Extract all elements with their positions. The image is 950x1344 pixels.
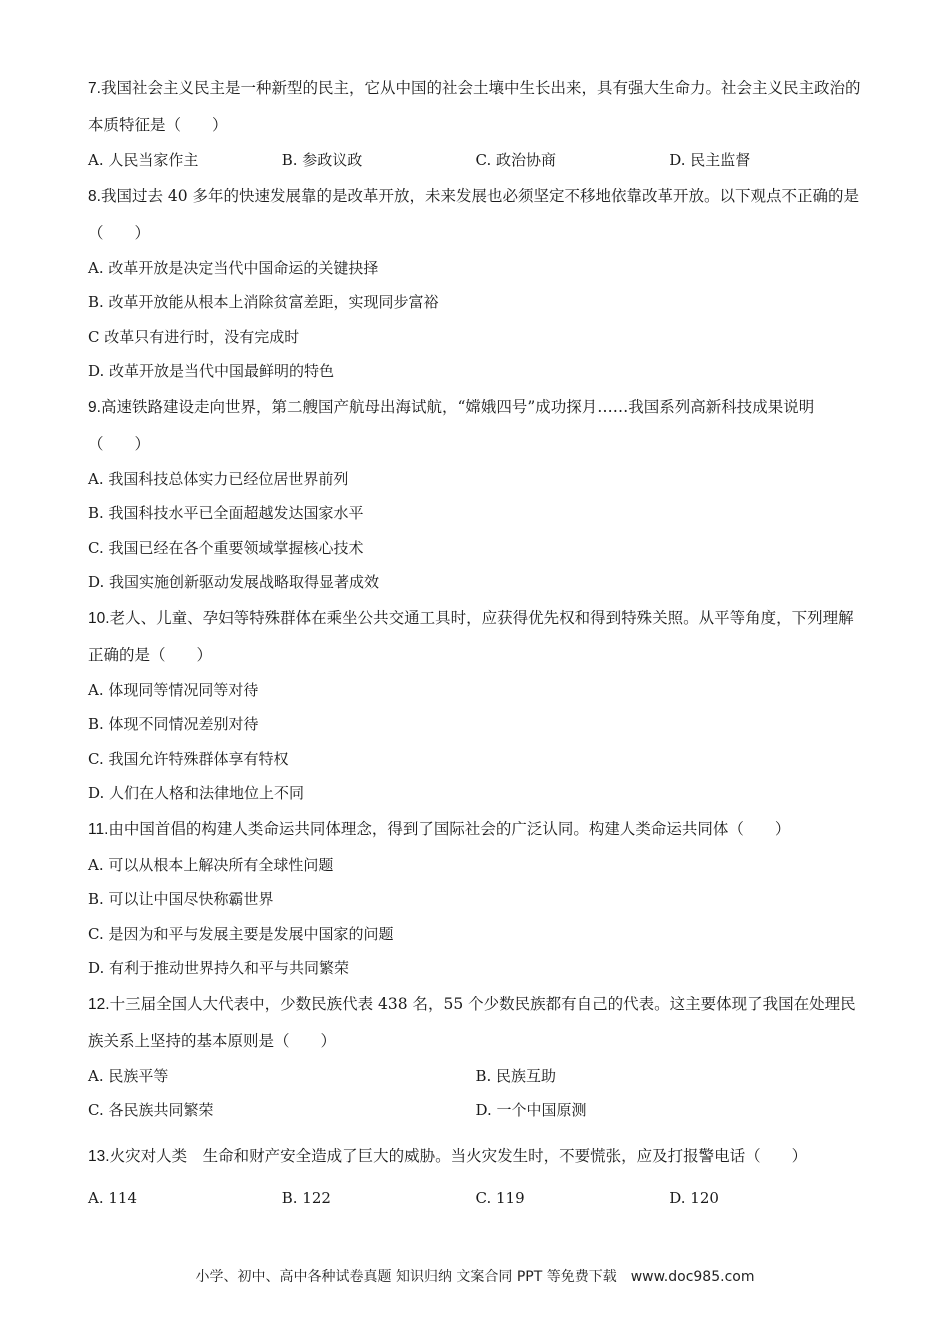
option-a: A. 人民当家作主 [88,151,199,169]
option-c: C. 是因为和平与发展主要是发展中国家的问题 [88,924,394,943]
option-d: D. 120 [669,1188,719,1207]
option-c: C. 政治协商 [475,151,556,169]
option-c: C. 我国允许特殊群体享有特权 [88,749,289,768]
option-b: B. 民族互助 [475,1066,557,1085]
option-a: A. 我国科技总体实力已经位居世界前列 [88,469,349,488]
option-a: A. 可以从根本上解决所有全球性问题 [88,855,334,874]
option-b: B. 体现不同情况差别对待 [88,715,259,733]
question-stem: 10.老人、儿童、孕妇等特殊群体在乘坐公共交通工具时，应获得优先权和得到特殊关照。从平等角度，下列理解正确的是（ ） [88,608,854,664]
option-d: D. 人们在人格和法律地位上不同 [88,784,305,802]
question-9 [88,389,863,600]
options-row [88,1181,863,1216]
options-row [88,1093,863,1128]
question-10 [88,600,863,811]
option-c: C. 我国已经在各个重要领域掌握核心技术 [88,538,364,557]
question-stem: 8.我国过去 40 多年的快速发展靠的是改革开放，未来发展也必须坚定不移地依靠改革开放。以下观点不正确的是（ ） [88,186,860,242]
question-12 [88,986,863,1128]
question-8 [88,178,863,389]
option-a: A. 114 [88,1188,137,1207]
option-d: D. 民主监督 [669,151,751,169]
options-row [88,1059,863,1094]
question-stem: 11.由中国首倡的构建人类命运共同体理念，得到了国际社会的广泛认同。构建人类命运共同体（ ） [88,819,791,838]
option-d: D. 我国实施创新驱动发展战略取得显著成效 [88,573,380,591]
option-b: B. 我国科技水平已全面超越发达国家水平 [88,504,364,522]
question-7 [88,70,863,178]
option-b: B. 参政议政 [281,151,363,169]
question-stem: 9.高速铁路建设走向世界，第二艘国产航母出海试航，“嫦娥四号”成功探月……我国系列高新科技成果说明（ ） [88,397,815,453]
option-d: D. 改革开放是当代中国最鲜明的特色 [88,362,335,380]
option-b: B. 改革开放能从根本上消除贫富差距，实现同步富裕 [88,293,439,311]
question-list [88,70,863,1215]
question-stem: 12.十三届全国人大代表中，少数民族代表 438 名，55 个少数民族都有自己的代表。这主要体现了我国在处理民族关系上坚持的基本原则是（ ） [88,994,856,1050]
question-stem: 13.火灾对人类 生命和财产安全造成了巨大的威胁。当火灾发生时，不要慌张，应及打报警电话（ ） [88,1146,808,1165]
page-footer: 小学、初中、高中各种试卷真题 知识归纳 文案合同 PPT 等免费下载 www.doc985.com [195,1269,755,1285]
option-a: A. 民族平等 [88,1066,169,1085]
option-b: B. 可以让中国尽快称霸世界 [88,890,274,908]
option-c: C 改革只有进行时，没有完成时 [88,327,300,346]
options-row [88,143,863,178]
option-d: D. 有利于推动世界持久和平与共同繁荣 [88,959,350,977]
option-a: A. 体现同等情况同等对待 [88,680,259,699]
question-stem: 7.我国社会主义民主是一种新型的民主，它从中国的社会土壤中生长出来，具有强大生命力。社会主义民主政治的本质特征是（ ） [88,79,861,134]
option-b: B. 122 [281,1188,331,1207]
option-d: D. 一个中国原测 [475,1101,587,1119]
option-c: C. 各民族共同繁荣 [88,1101,214,1119]
question-11 [88,811,863,986]
question-13 [88,1138,863,1216]
option-a: A. 改革开放是决定当代中国命运的关键抉择 [88,258,379,277]
option-c: C. 119 [475,1188,525,1207]
